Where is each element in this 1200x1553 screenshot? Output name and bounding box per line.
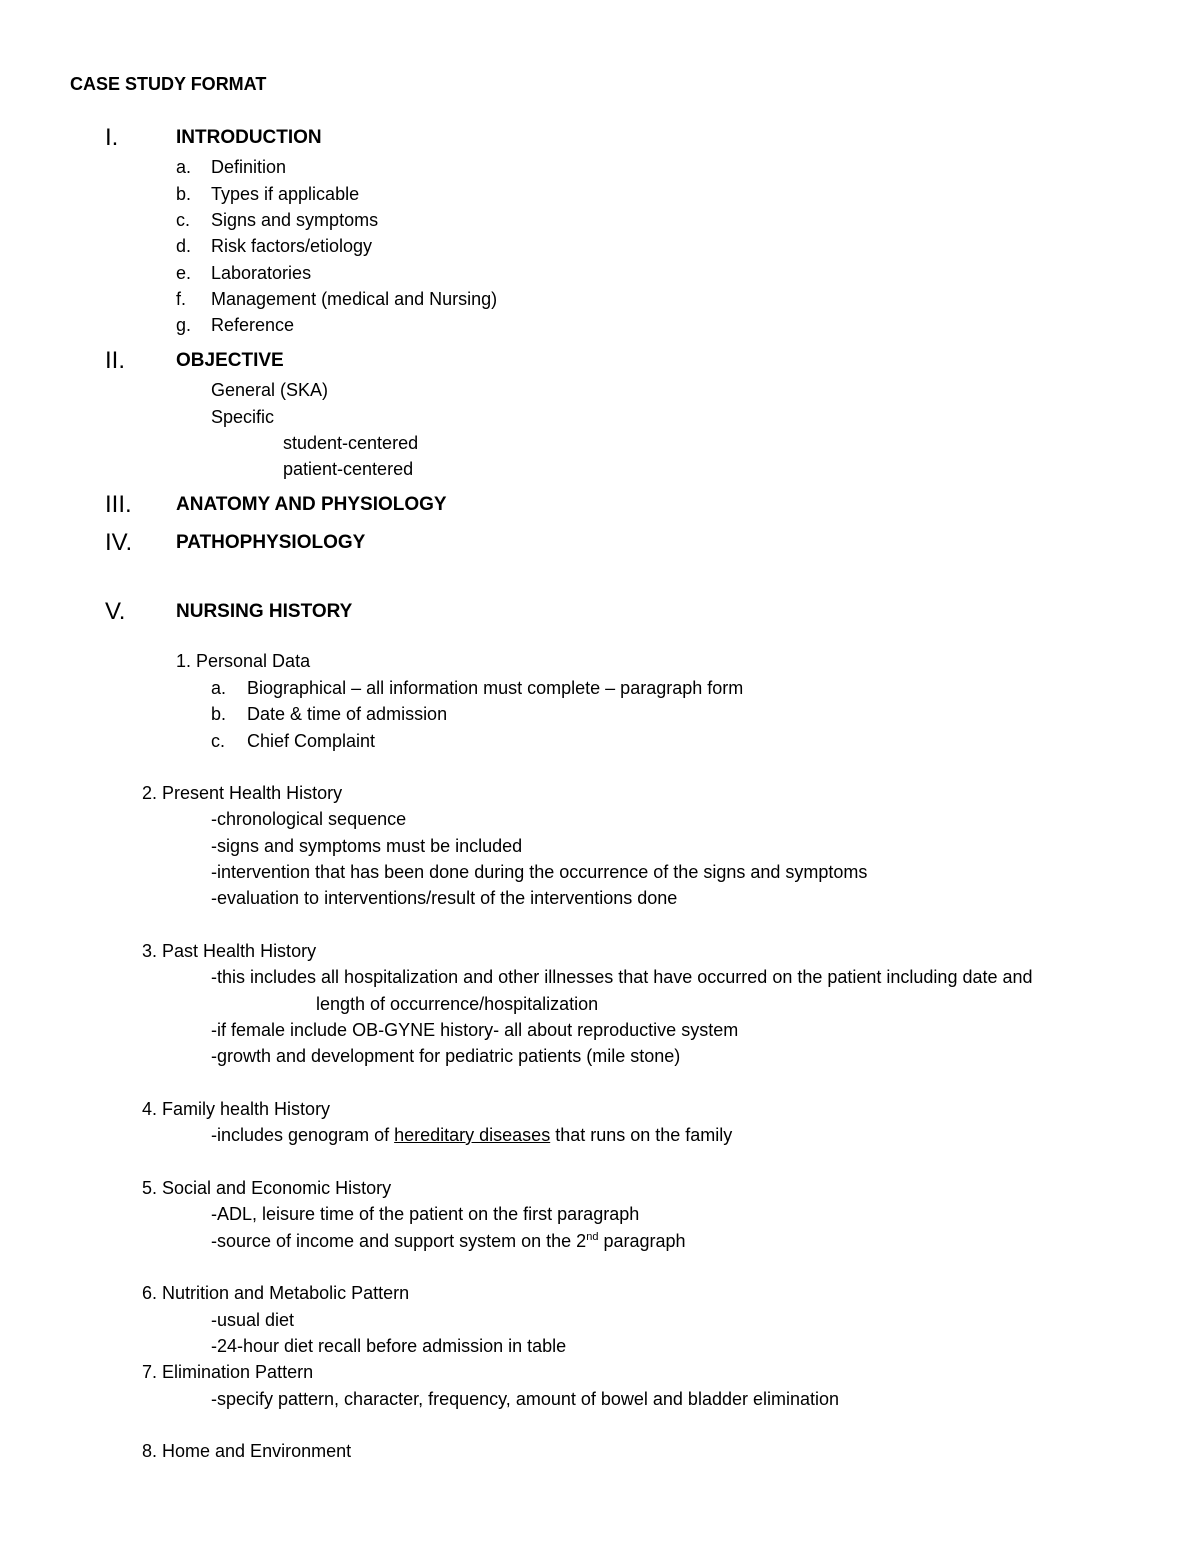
section-heading-introduction: INTRODUCTION bbox=[176, 127, 322, 148]
personal-item-label-b: b. bbox=[211, 704, 227, 724]
family-history-title: 4. Family health History bbox=[142, 1099, 331, 1119]
intro-item-signs: Signs and symptoms bbox=[211, 210, 379, 230]
section-number-3: III. bbox=[105, 491, 132, 518]
present-history-title: 2. Present Health History bbox=[142, 783, 343, 803]
social-history-line bbox=[211, 1230, 686, 1252]
family-history-text-post: that runs on the family bbox=[550, 1125, 733, 1145]
section-heading-objective: OBJECTIVE bbox=[176, 350, 284, 371]
intro-item-definition: Definition bbox=[211, 157, 287, 177]
personal-item-admission: Date & time of admission bbox=[247, 704, 448, 724]
past-history-title: 3. Past Health History bbox=[142, 941, 317, 961]
intro-item-laboratories: Laboratories bbox=[211, 263, 312, 283]
section-number-5: V. bbox=[105, 598, 126, 625]
elimination-pattern-line: -specify pattern, character, frequency, amount of bowel and bladder elimination bbox=[211, 1389, 840, 1409]
intro-item-label-d: d. bbox=[176, 236, 192, 256]
past-history-line: -this includes all hospitalization and other illnesses that have occurred on the patient including date and bbox=[211, 967, 1033, 987]
intro-item-label-c: c. bbox=[176, 210, 191, 230]
present-history-line: -intervention that has been done during the occurrence of the signs and symptoms bbox=[211, 862, 868, 882]
personal-item-label-a: a. bbox=[211, 678, 227, 698]
personal-item-label-c: c. bbox=[211, 731, 226, 751]
intro-item-label-e: e. bbox=[176, 263, 192, 283]
document-title: CASE STUDY FORMAT bbox=[70, 74, 267, 94]
intro-item-label-g: g. bbox=[176, 315, 192, 335]
past-history-line-continued: length of occurrence/hospitalization bbox=[316, 994, 599, 1014]
present-history-line: -signs and symptoms must be included bbox=[211, 836, 523, 856]
social-history-line: -ADL, leisure time of the patient on the first paragraph bbox=[211, 1204, 640, 1224]
elimination-pattern-title: 7. Elimination Pattern bbox=[142, 1362, 314, 1382]
personal-item-biographical: Biographical – all information must complete – paragraph form bbox=[247, 678, 744, 698]
social-history-title: 5. Social and Economic History bbox=[142, 1178, 392, 1198]
section-number-4: IV. bbox=[105, 529, 133, 556]
section-heading-anatomy: ANATOMY AND PHYSIOLOGY bbox=[176, 494, 447, 515]
intro-item-label-a: a. bbox=[176, 157, 192, 177]
home-environment-title: 8. Home and Environment bbox=[142, 1441, 352, 1461]
section-heading-nursing-history: NURSING HISTORY bbox=[176, 601, 353, 622]
nutrition-pattern-line: -24-hour diet recall before admission in table bbox=[211, 1336, 567, 1356]
family-history-line bbox=[211, 1124, 732, 1146]
personal-data-title: 1. Personal Data bbox=[176, 651, 311, 671]
section-number-1: I. bbox=[105, 124, 119, 151]
objective-student-centered: student-centered bbox=[283, 433, 419, 453]
intro-item-management: Management (medical and Nursing) bbox=[211, 289, 498, 309]
family-history-text-pre: -includes genogram of bbox=[211, 1125, 395, 1145]
personal-item-chief-complaint: Chief Complaint bbox=[247, 731, 376, 751]
nutrition-pattern-line: -usual diet bbox=[211, 1310, 295, 1330]
past-history-line: -if female include OB-GYNE history- all about reproductive system bbox=[211, 1020, 739, 1040]
social-history-text-post: paragraph bbox=[598, 1231, 686, 1251]
intro-item-label-f: f. bbox=[176, 289, 187, 309]
intro-item-types: Types if applicable bbox=[211, 184, 360, 204]
present-history-line: -chronological sequence bbox=[211, 809, 407, 829]
intro-item-risk-factors: Risk factors/etiology bbox=[211, 236, 373, 256]
past-history-line: -growth and development for pediatric patients (mile stone) bbox=[211, 1046, 681, 1066]
objective-general: General (SKA) bbox=[211, 380, 329, 400]
present-history-line: -evaluation to interventions/result of the interventions done bbox=[211, 888, 678, 908]
intro-item-reference: Reference bbox=[211, 315, 295, 335]
nutrition-pattern-title: 6. Nutrition and Metabolic Pattern bbox=[142, 1283, 410, 1303]
objective-patient-centered: patient-centered bbox=[283, 459, 414, 479]
objective-specific: Specific bbox=[211, 407, 275, 427]
social-history-text-pre: -source of income and support system on the 2 bbox=[211, 1231, 587, 1251]
ordinal-superscript: nd bbox=[586, 1231, 599, 1243]
section-number-2: II. bbox=[105, 347, 126, 374]
section-heading-pathophysiology: PATHOPHYSIOLOGY bbox=[176, 532, 366, 553]
intro-item-label-b: b. bbox=[176, 184, 192, 204]
hereditary-diseases-underlined: hereditary diseases bbox=[394, 1125, 551, 1145]
